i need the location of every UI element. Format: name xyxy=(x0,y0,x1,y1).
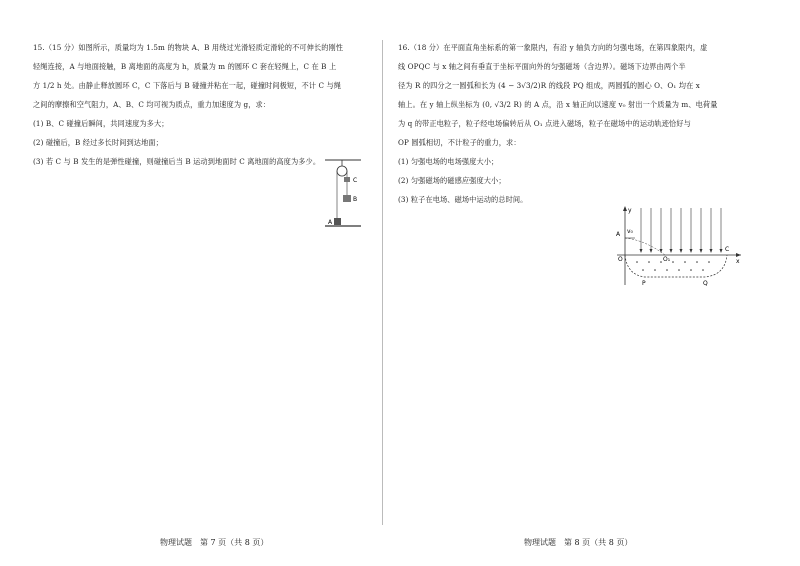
q16-line-8: (2) 匀强磁场的磁感应强度大小； xyxy=(398,176,506,185)
q16-line-7: (1) 匀强电场的电场强度大小； xyxy=(398,157,499,166)
block-a xyxy=(334,218,341,225)
q16-line-4: 轴上。在 y 轴上纵坐标为 (0, √3/2 R) 的 A 点，沿 x 轴正向以速度 v₀ 射出一个质量为 m、电荷量 xyxy=(398,100,718,109)
q15-line-7: (3) 若 C 与 B 发生的是弹性碰撞，则碰撞后当 B 运动到地面时 C 离地面的高度为多少。 xyxy=(33,157,321,166)
ring-c xyxy=(344,177,350,182)
left-footer: 物理试题 第 7 页（共 8 页） xyxy=(160,538,269,547)
y-arrow-icon xyxy=(623,206,627,211)
magnetic-boundary xyxy=(625,255,727,277)
label-c-point: C xyxy=(725,246,730,253)
q15-line-1: 15.（15 分）如图所示，质量均为 1.5m 的物块 A、B 用绕过光滑轻质定滑轮的不可伸长的刚性 xyxy=(33,43,344,52)
pulley-icon xyxy=(337,166,347,176)
page-divider xyxy=(382,40,383,525)
q16-line-3: 径为 R 的四分之一圆弧和长为 (4 − 3√3/2)R 的线段 PQ 组成，两圆弧的圆心 O、O₁ 均在 x xyxy=(398,81,700,90)
label-a-point: A xyxy=(616,231,621,238)
label-b: B xyxy=(353,196,358,203)
q16-line-9: (3) 粒子在电场、磁场中运动的总时间。 xyxy=(398,195,528,204)
field-figure xyxy=(615,205,745,287)
block-b xyxy=(343,195,351,202)
right-footer: 物理试题 第 8 页（共 8 页） xyxy=(524,538,633,547)
q16-line-6: OP 圆弧相切，不计粒子的重力，求： xyxy=(398,138,521,147)
field-arrows xyxy=(640,249,723,253)
q16-line-5: 为 q 的带正电粒子，粒子经电场偏转后从 O₁ 点进入磁场，粒子在磁场中的运动轨迹恰好与 xyxy=(398,119,691,128)
label-c: C xyxy=(353,177,358,184)
y-label: y xyxy=(628,207,632,214)
label-o: O xyxy=(618,256,623,263)
x-arrow-icon xyxy=(736,253,741,257)
q16-line-2: 线 OPQC 与 x 轴之间有垂直于坐标平面向外的匀强磁场（含边界）。磁场下边界由两个半 xyxy=(398,62,686,71)
q16-line-1: 16.（18 分）在平面直角坐标系的第一象限内，有沿 y 轴负方向的匀强电场，在第四象限内，虚 xyxy=(398,43,708,52)
x-label: x xyxy=(736,258,740,265)
label-q: Q xyxy=(703,280,708,287)
q15-line-4: 之间的摩擦和空气阻力，A、B、C 均可视为质点，重力加速度为 g，求： xyxy=(33,100,271,109)
right-page xyxy=(390,0,800,566)
particle-path xyxy=(625,238,665,255)
label-p: P xyxy=(642,280,646,287)
field-lines xyxy=(641,208,721,251)
left-page xyxy=(0,0,390,566)
question-15 xyxy=(33,38,343,171)
label-v0: v₀ xyxy=(627,228,633,235)
pulley-figure xyxy=(322,158,364,230)
q15-line-3: 方 1/2 h 处。由静止释放圆环 C，C 下落后与 B 碰撞并粘在一起，碰撞时间极短，不计 C 与绳 xyxy=(33,81,342,90)
q15-line-6: (2) 碰撞后，B 经过多长时间到达地面； xyxy=(33,138,163,147)
q15-line-5: (1) B、C 碰撞后瞬间，共同速度为多大； xyxy=(33,119,169,128)
label-a: A xyxy=(328,219,333,226)
q15-line-2: 轻绳连接，A 与地面接触，B 离地面的高度为 h，质量为 m 的圆环 C 套在轻绳上，C 在 B 上 xyxy=(33,62,337,71)
label-o1: O₁ xyxy=(663,256,671,263)
magnetic-dots xyxy=(636,261,710,271)
question-16 xyxy=(398,38,718,209)
